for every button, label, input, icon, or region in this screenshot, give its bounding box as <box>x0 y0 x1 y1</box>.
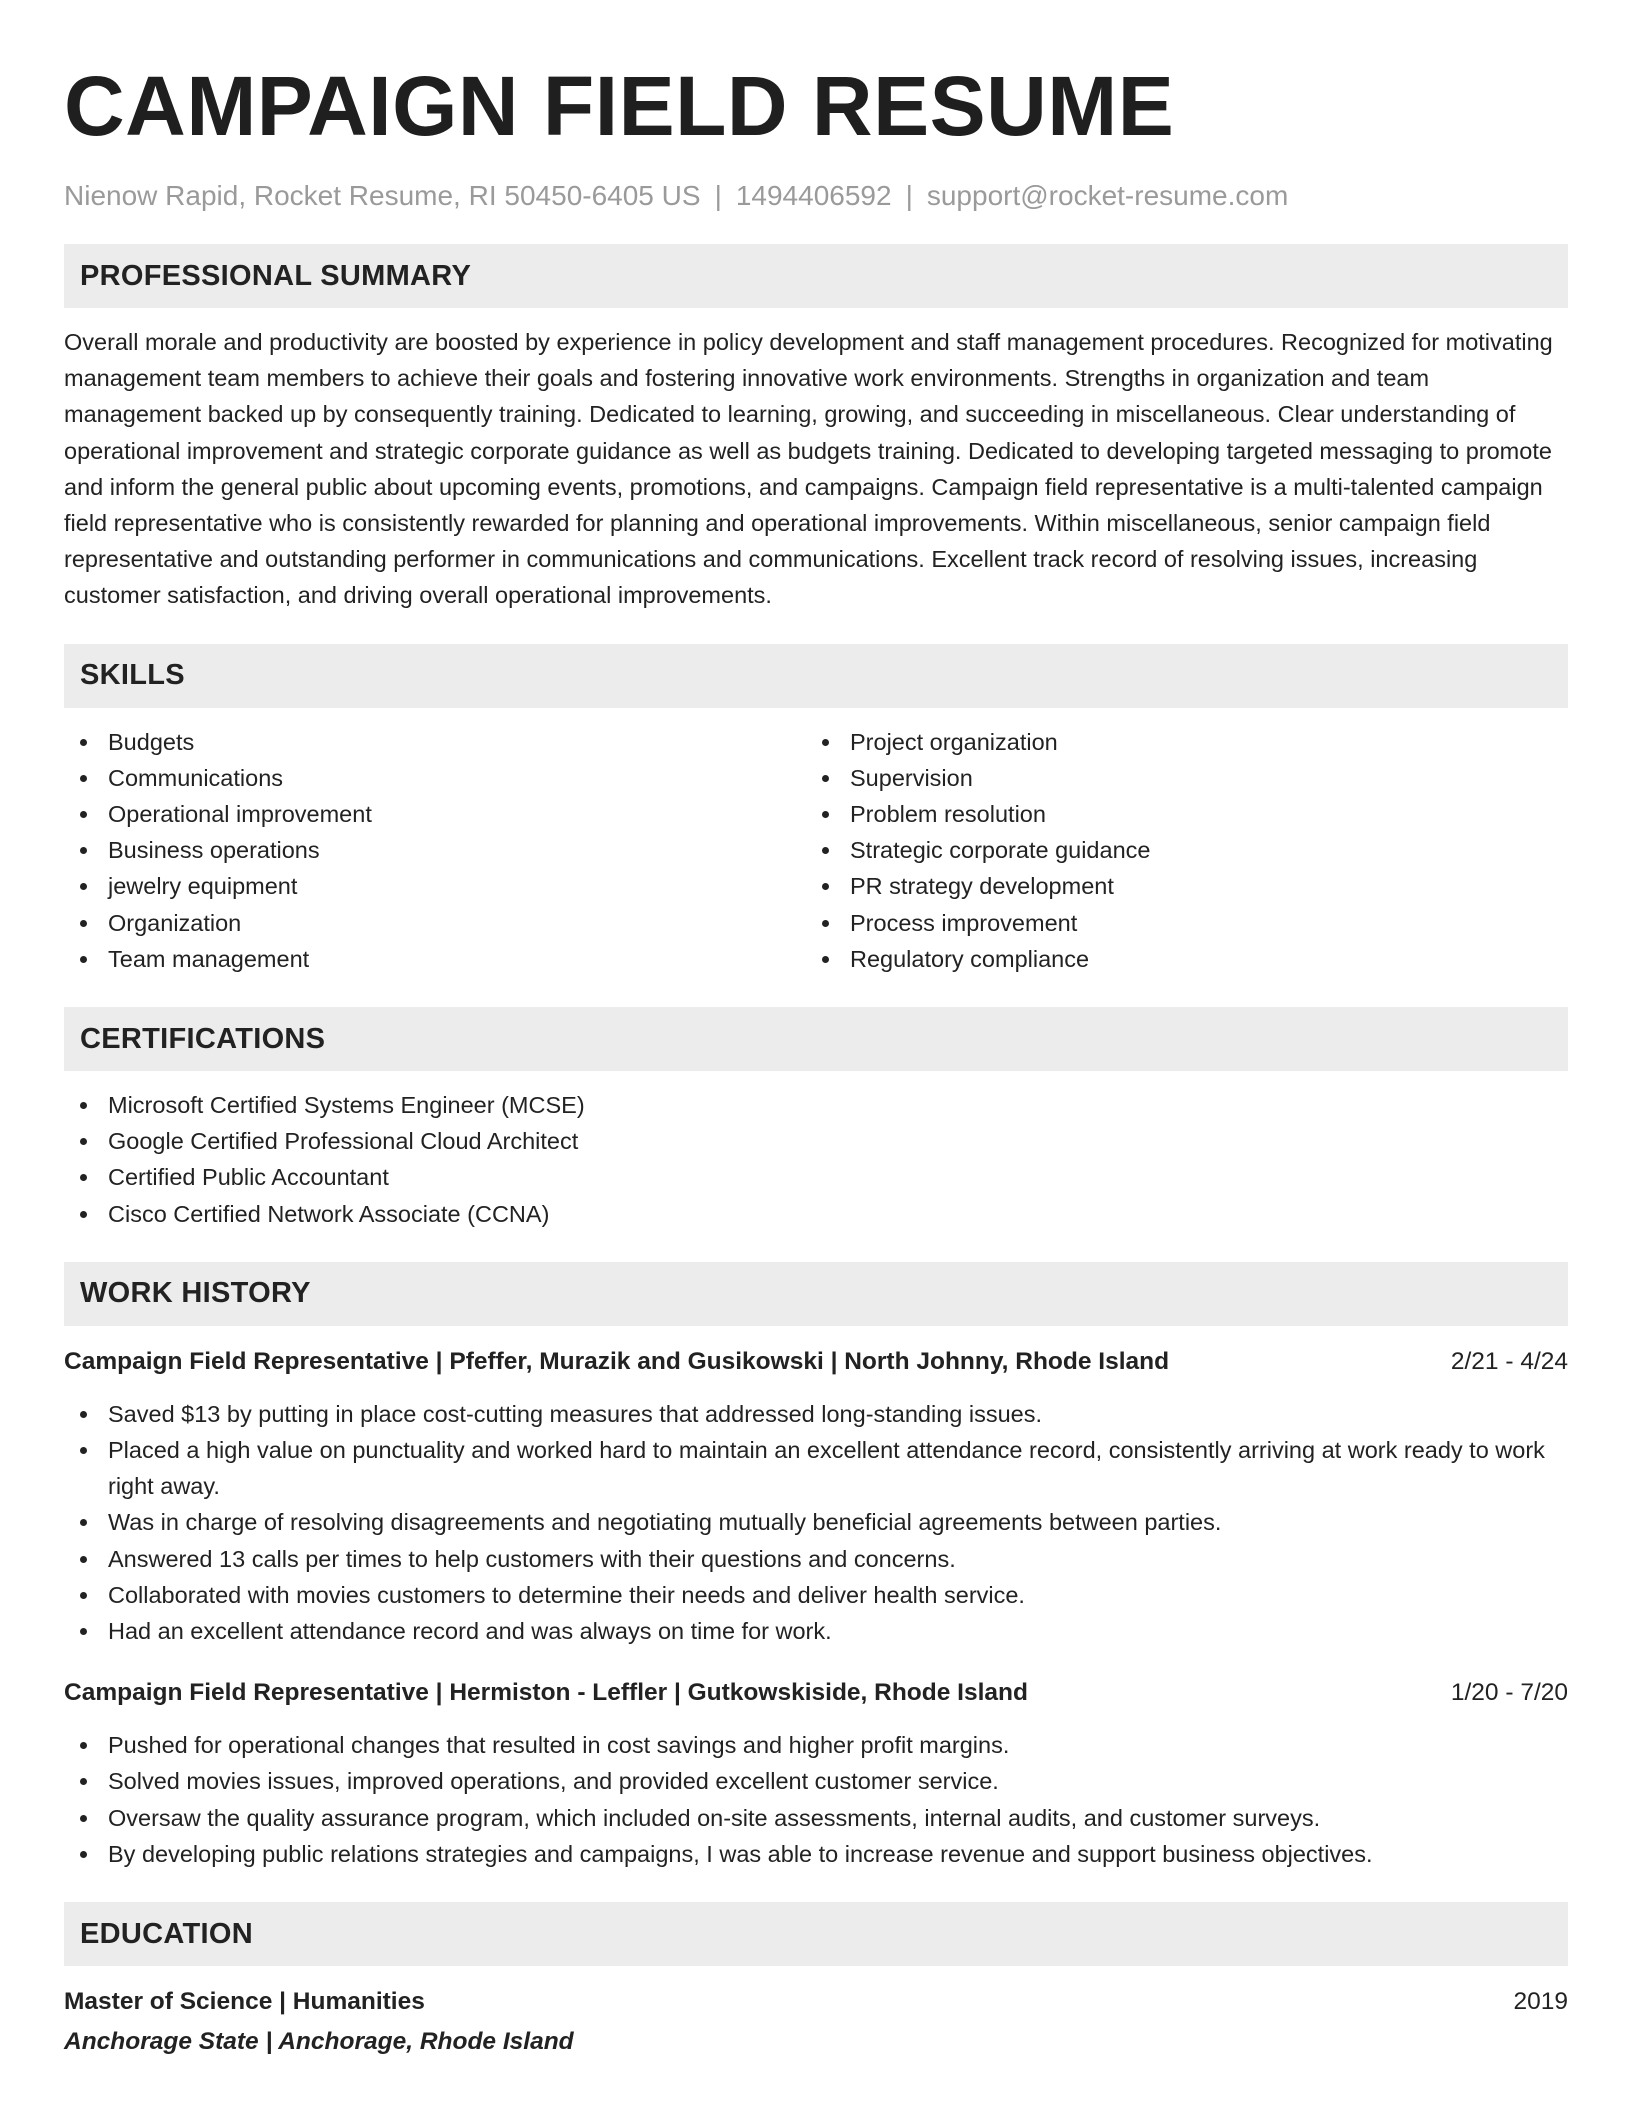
job-entry <box>64 1675 1568 1872</box>
certification-item: Google Certified Professional Cloud Architect <box>64 1123 1568 1159</box>
skills-column-right <box>806 724 1568 977</box>
job-bullet: Placed a high value on punctuality and worked hard to maintain an excellent attendance record, consistently arriving at work ready to work right away. <box>64 1432 1568 1504</box>
skill-item: Project organization <box>806 724 1568 760</box>
skills-heading: SKILLS <box>64 644 1568 708</box>
education-heading: EDUCATION <box>64 1902 1568 1966</box>
skills-grid <box>64 724 1568 977</box>
job-heading: Campaign Field Representative | Pfeffer, Murazik and Gusikowski | North Johnny, Rhode Island <box>64 1347 1170 1375</box>
skill-item: jewelry equipment <box>64 868 806 904</box>
summary-section <box>64 244 1568 614</box>
job-dates: 1/20 - 7/20 <box>1450 1679 1568 1707</box>
education-degree: Master of Science | Humanities <box>64 1988 425 2016</box>
skill-item: PR strategy development <box>806 868 1568 904</box>
job-bullet: Answered 13 calls per times to help customers with their questions and concerns. <box>64 1541 1568 1577</box>
contact-line <box>64 178 1568 214</box>
resume-title: CAMPAIGN FIELD RESUME <box>64 59 1175 153</box>
skill-item: Problem resolution <box>806 796 1568 832</box>
contact-email: support@rocket-resume.com <box>926 180 1289 211</box>
skill-item: Process improvement <box>806 905 1568 941</box>
education-section <box>64 1902 1568 2060</box>
summary-heading: PROFESSIONAL SUMMARY <box>64 244 1568 308</box>
certifications-heading: CERTIFICATIONS <box>64 1007 1568 1071</box>
skill-item: Supervision <box>806 760 1568 796</box>
work-history-section <box>64 1262 1568 1872</box>
job-bullet: Saved $13 by putting in place cost-cutting measures that addressed long-standing issues. <box>64 1396 1568 1432</box>
summary-text: Overall morale and productivity are boosted by experience in policy development and staff management procedures. Recognized for motivating management team members to achieve their goals and fostering innovative work environments. Strengths in organization and team management backed up by consequently training. Dedicated to learning, growing, and succeeding in miscellaneous. Clear understanding of operational improvement and strategic corporate guidance as well as budgets training. Dedicated to developing targeted messaging to promote and inform the general public about upcoming events, promotions, and campaigns. Campaign field representative is a multi-talented campaign field representative who is consistently rewarded for planning and operational improvements. Within miscellaneous, senior campaign field representative and outstanding performer in communications and communications. Excellent track record of resolving issues, increasing customer satisfaction, and driving overall operational improvements. <box>64 329 1553 609</box>
contact-address: Nienow Rapid, Rocket Resume, RI 50450-6405 US <box>64 180 701 211</box>
skill-item: Operational improvement <box>64 796 806 832</box>
job-entry <box>64 1344 1568 1649</box>
certifications-section <box>64 1007 1568 1232</box>
skills-section <box>64 644 1568 977</box>
skill-item: Budgets <box>64 724 806 760</box>
job-bullet: Pushed for operational changes that resulted in cost savings and higher profit margins. <box>64 1727 1568 1763</box>
job-bullet: Had an excellent attendance record and was always on time for work. <box>64 1613 1568 1649</box>
work-history-heading: WORK HISTORY <box>64 1262 1568 1326</box>
job-bullet: Oversaw the quality assurance program, which included on-site assessments, internal audits, and customer surveys. <box>64 1800 1568 1836</box>
skills-column-left <box>64 724 806 977</box>
skill-item: Strategic corporate guidance <box>806 832 1568 868</box>
job-heading: Campaign Field Representative | Hermiston - Leffler | Gutkowskiside, Rhode Island <box>64 1679 1028 1707</box>
job-bullet: Solved movies issues, improved operations, and provided excellent customer service. <box>64 1763 1568 1799</box>
contact-separator: | <box>714 180 722 211</box>
certification-item: Certified Public Accountant <box>64 1159 1568 1195</box>
contact-separator: | <box>905 180 913 211</box>
skill-item: Communications <box>64 760 806 796</box>
contact-phone: 1494406592 <box>735 180 892 211</box>
skill-item: Business operations <box>64 832 806 868</box>
skill-item: Organization <box>64 905 806 941</box>
certification-item: Microsoft Certified Systems Engineer (MCSE) <box>64 1087 1568 1123</box>
job-bullet: Was in charge of resolving disagreements and negotiating mutually beneficial agreements between parties. <box>64 1504 1568 1540</box>
education-year: 2019 <box>1513 1988 1568 2016</box>
skill-item: Team management <box>64 941 806 977</box>
education-school: Anchorage State | Anchorage, Rhode Island <box>64 2028 574 2056</box>
skill-item: Regulatory compliance <box>806 941 1568 977</box>
job-bullet: Collaborated with movies customers to determine their needs and deliver health service. <box>64 1577 1568 1613</box>
certification-item: Cisco Certified Network Associate (CCNA) <box>64 1196 1568 1232</box>
job-bullet: By developing public relations strategies and campaigns, I was able to increase revenue and support business objectives. <box>64 1836 1568 1872</box>
job-dates: 2/21 - 4/24 <box>1450 1347 1568 1375</box>
